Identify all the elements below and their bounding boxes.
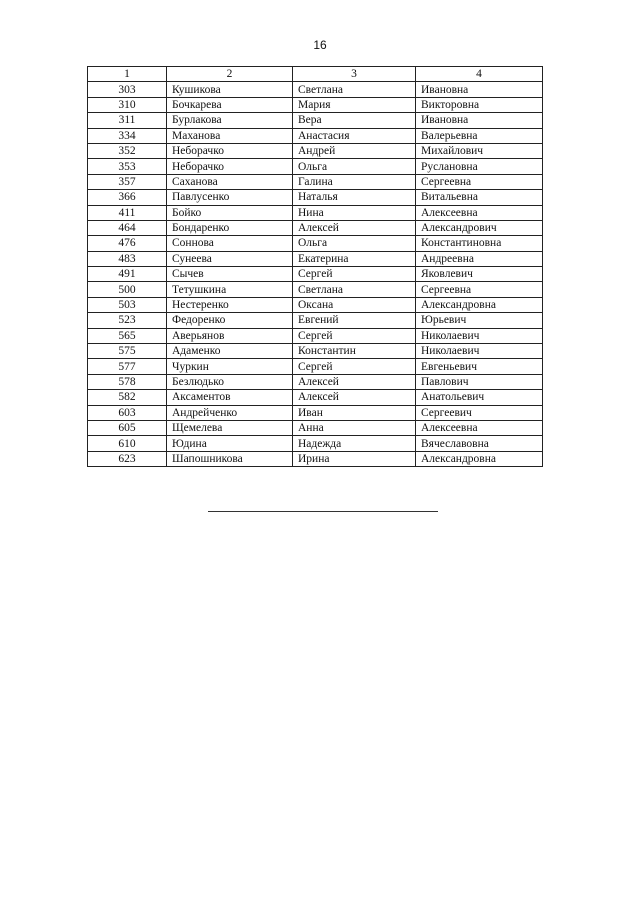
table-row — [88, 374, 543, 389]
last-name-cell: Шапошникова — [167, 451, 293, 466]
patronymic-cell: Вячеславовна — [416, 436, 543, 451]
first-name-cell: Екатерина — [293, 251, 416, 266]
first-name-cell: Галина — [293, 174, 416, 189]
last-name-cell: Саханова — [167, 174, 293, 189]
patronymic-cell: Алексеевна — [416, 205, 543, 220]
last-name-cell: Нестеренко — [167, 297, 293, 312]
column-header: 3 — [293, 67, 416, 82]
patronymic-cell: Александровна — [416, 297, 543, 312]
table-row — [88, 113, 543, 128]
row-number-cell: 578 — [88, 374, 167, 389]
patronymic-cell: Николаевич — [416, 344, 543, 359]
first-name-cell: Оксана — [293, 297, 416, 312]
first-name-cell: Анастасия — [293, 128, 416, 143]
table-row — [88, 313, 543, 328]
row-number-cell: 623 — [88, 451, 167, 466]
first-name-cell: Алексей — [293, 390, 416, 405]
table-row — [88, 451, 543, 466]
table-row — [88, 251, 543, 266]
row-number-cell: 582 — [88, 390, 167, 405]
patronymic-cell: Алексеевна — [416, 420, 543, 435]
names-table — [87, 66, 543, 467]
last-name-cell: Бойко — [167, 205, 293, 220]
row-number-cell: 610 — [88, 436, 167, 451]
last-name-cell: Маханова — [167, 128, 293, 143]
row-number-cell: 503 — [88, 297, 167, 312]
row-number-cell: 353 — [88, 159, 167, 174]
last-name-cell: Адаменко — [167, 344, 293, 359]
table-row — [88, 97, 543, 112]
row-number-cell: 476 — [88, 236, 167, 251]
first-name-cell: Ирина — [293, 451, 416, 466]
row-number-cell: 334 — [88, 128, 167, 143]
row-number-cell: 603 — [88, 405, 167, 420]
table-row — [88, 220, 543, 235]
column-header: 2 — [167, 67, 293, 82]
first-name-cell: Нина — [293, 205, 416, 220]
row-number-cell: 411 — [88, 205, 167, 220]
table-row — [88, 359, 543, 374]
first-name-cell: Ольга — [293, 159, 416, 174]
first-name-cell: Наталья — [293, 190, 416, 205]
column-header: 4 — [416, 67, 543, 82]
first-name-cell: Светлана — [293, 282, 416, 297]
row-number-cell: 500 — [88, 282, 167, 297]
first-name-cell: Светлана — [293, 82, 416, 97]
last-name-cell: Соннова — [167, 236, 293, 251]
first-name-cell: Ольга — [293, 236, 416, 251]
row-number-cell: 605 — [88, 420, 167, 435]
patronymic-cell: Андреевна — [416, 251, 543, 266]
patronymic-cell: Евгеньевич — [416, 359, 543, 374]
first-name-cell: Сергей — [293, 359, 416, 374]
patronymic-cell: Валерьевна — [416, 128, 543, 143]
row-number-cell: 575 — [88, 344, 167, 359]
last-name-cell: Аксаментов — [167, 390, 293, 405]
table-row — [88, 159, 543, 174]
column-header: 1 — [88, 67, 167, 82]
row-number-cell: 352 — [88, 143, 167, 158]
row-number-cell: 523 — [88, 313, 167, 328]
table-row — [88, 390, 543, 405]
first-name-cell: Надежда — [293, 436, 416, 451]
first-name-cell: Евгений — [293, 313, 416, 328]
patronymic-cell: Александрович — [416, 220, 543, 235]
patronymic-cell: Яковлевич — [416, 267, 543, 282]
first-name-cell: Константин — [293, 344, 416, 359]
patronymic-cell: Николаевич — [416, 328, 543, 343]
table-row — [88, 128, 543, 143]
patronymic-cell: Ивановна — [416, 113, 543, 128]
patronymic-cell: Ивановна — [416, 82, 543, 97]
row-number-cell: 303 — [88, 82, 167, 97]
last-name-cell: Щемелева — [167, 420, 293, 435]
table-header-row — [88, 67, 543, 82]
patronymic-cell: Михайлович — [416, 143, 543, 158]
patronymic-cell: Викторовна — [416, 97, 543, 112]
row-number-cell: 565 — [88, 328, 167, 343]
table-row — [88, 236, 543, 251]
patronymic-cell: Руслановна — [416, 159, 543, 174]
table-row — [88, 420, 543, 435]
first-name-cell: Сергей — [293, 328, 416, 343]
table-row — [88, 143, 543, 158]
table-row — [88, 82, 543, 97]
row-number-cell: 577 — [88, 359, 167, 374]
first-name-cell: Анна — [293, 420, 416, 435]
patronymic-cell: Витальевна — [416, 190, 543, 205]
patronymic-cell: Константиновна — [416, 236, 543, 251]
first-name-cell: Мария — [293, 97, 416, 112]
table-row — [88, 297, 543, 312]
table-row — [88, 328, 543, 343]
row-number-cell: 491 — [88, 267, 167, 282]
table-row — [88, 282, 543, 297]
table-body — [88, 82, 543, 467]
first-name-cell: Вера — [293, 113, 416, 128]
patronymic-cell: Сергеевна — [416, 282, 543, 297]
row-number-cell: 310 — [88, 97, 167, 112]
last-name-cell: Сычев — [167, 267, 293, 282]
first-name-cell: Алексей — [293, 374, 416, 389]
last-name-cell: Аверьянов — [167, 328, 293, 343]
table-row — [88, 267, 543, 282]
first-name-cell: Андрей — [293, 143, 416, 158]
last-name-cell: Кушикова — [167, 82, 293, 97]
patronymic-cell: Сергеевна — [416, 174, 543, 189]
last-name-cell: Безлюдько — [167, 374, 293, 389]
first-name-cell: Алексей — [293, 220, 416, 235]
last-name-cell: Андрейченко — [167, 405, 293, 420]
table-row — [88, 190, 543, 205]
last-name-cell: Чуркин — [167, 359, 293, 374]
patronymic-cell: Александровна — [416, 451, 543, 466]
last-name-cell: Федоренко — [167, 313, 293, 328]
last-name-cell: Павлусенко — [167, 190, 293, 205]
row-number-cell: 311 — [88, 113, 167, 128]
table-row — [88, 205, 543, 220]
last-name-cell: Бурлакова — [167, 113, 293, 128]
last-name-cell: Неборачко — [167, 159, 293, 174]
row-number-cell: 483 — [88, 251, 167, 266]
patronymic-cell: Павлович — [416, 374, 543, 389]
row-number-cell: 366 — [88, 190, 167, 205]
end-divider-line — [208, 511, 438, 512]
first-name-cell: Иван — [293, 405, 416, 420]
last-name-cell: Юдина — [167, 436, 293, 451]
table-row — [88, 344, 543, 359]
patronymic-cell: Сергеевич — [416, 405, 543, 420]
patronymic-cell: Анатольевич — [416, 390, 543, 405]
row-number-cell: 357 — [88, 174, 167, 189]
row-number-cell: 464 — [88, 220, 167, 235]
patronymic-cell: Юрьевич — [416, 313, 543, 328]
page-number: 16 — [313, 38, 327, 52]
last-name-cell: Бочкарева — [167, 97, 293, 112]
table-row — [88, 174, 543, 189]
first-name-cell: Сергей — [293, 267, 416, 282]
last-name-cell: Тетушкина — [167, 282, 293, 297]
table-row — [88, 436, 543, 451]
last-name-cell: Сунеева — [167, 251, 293, 266]
last-name-cell: Бондаренко — [167, 220, 293, 235]
last-name-cell: Неборачко — [167, 143, 293, 158]
table-row — [88, 405, 543, 420]
